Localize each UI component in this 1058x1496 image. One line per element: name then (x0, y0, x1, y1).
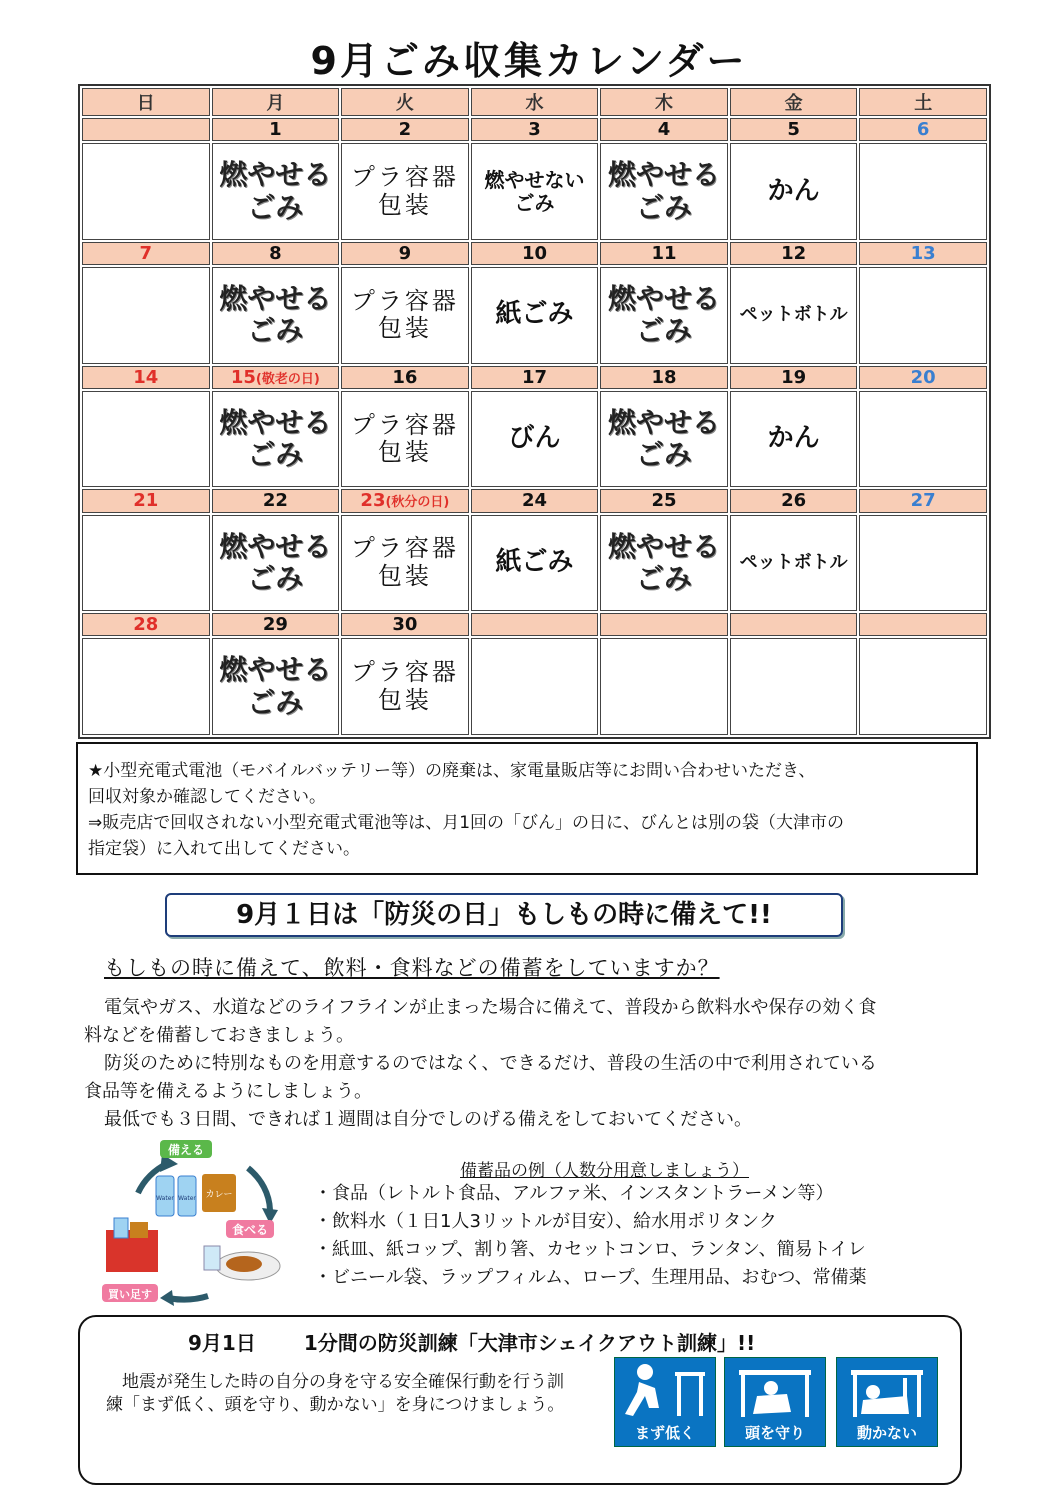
shakeout-box (78, 1315, 962, 1485)
collection-item: かん (730, 391, 858, 488)
collection-row (82, 391, 987, 488)
collection-item: プラ容器 包装 (341, 638, 469, 735)
eat-label: 食べる (231, 1223, 269, 1237)
glass-icon (204, 1246, 220, 1270)
collection-item: 燃やせる ごみ (212, 143, 340, 240)
paragraph-line: 防災のために特別なものを用意するのではなく、できるだけ、普段の生活の中で利用されている (104, 1053, 877, 1074)
date-cell: 4 (600, 118, 728, 141)
notice-line: 指定袋）に入れて出してください。 (88, 839, 360, 859)
collection-item: プラ容器 包装 (341, 143, 469, 240)
collection-row (82, 515, 987, 612)
date-cell: 20 (859, 366, 987, 389)
retort-curry-label: カレー (205, 1190, 233, 1200)
weekday-header: 水 (471, 88, 599, 116)
collection-item: プラ容器 包装 (341, 267, 469, 364)
date-row (82, 613, 987, 636)
example-item: ・ビニール袋、ラップフィルム、ロープ、生理用品、おむつ、常備薬 (314, 1267, 867, 1288)
collection-item: 燃やせる ごみ (212, 391, 340, 488)
empty-cell (859, 267, 987, 364)
collection-item: プラ容器 包装 (341, 515, 469, 612)
date-cell: 25 (600, 489, 728, 512)
holiday-date (360, 490, 449, 511)
date-cell: 10 (471, 242, 599, 265)
date-cell: 12 (730, 242, 858, 265)
collection-item: 燃やせる ごみ (600, 143, 728, 240)
examples-list (314, 1180, 867, 1292)
calendar-table (80, 86, 989, 737)
date-number: 15 (230, 366, 256, 388)
collection-item: ペットボトル (730, 515, 858, 612)
example-item: ・飲料水（１日1人3リットルが目安）、給水用ポリタンク (314, 1211, 777, 1232)
empty-cell (82, 143, 210, 240)
empty-cell (859, 391, 987, 488)
date-row (82, 118, 987, 141)
weekday-header: 月 (212, 88, 340, 116)
date-cell (730, 613, 858, 636)
collection-item: かん (730, 143, 858, 240)
date-cell: 14 (82, 366, 210, 389)
paragraph-line: 料などを備蓄しておきましょう。 (84, 1025, 354, 1046)
notice-line: 回収対象か確認してください。 (88, 787, 326, 807)
weekday-header: 日 (82, 88, 210, 116)
date-cell: 26 (730, 489, 858, 512)
shakeout-heading (188, 1327, 755, 1356)
shakeout-description: 地震が発生した時の自分の身を守る安全確保行動を行う訓練「まず低く、頭を守り、動かない」を身につけましょう。 (106, 1372, 565, 1415)
basket-bottle-icon (114, 1218, 128, 1238)
collection-item: 紙ごみ (471, 515, 599, 612)
date-cell: 16 (341, 366, 469, 389)
notice-line: ★小型充電式電池（モバイルバッテリー等）の廃棄は、家電量販店等にお問い合わせいただき、 (88, 761, 816, 781)
collection-row (82, 267, 987, 364)
drop-label: まず低く (634, 1424, 695, 1442)
empty-cell (82, 638, 210, 735)
rolling-stock-cycle-illustration (98, 1138, 288, 1308)
empty-cell (730, 638, 858, 735)
collection-item: 燃やせる ごみ (600, 515, 728, 612)
collection-row (82, 143, 987, 240)
date-cell: 27 (859, 489, 987, 512)
hold-on-icon (837, 1358, 937, 1428)
collection-item: 燃やせる ごみ (212, 515, 340, 612)
cover-icon (725, 1358, 825, 1428)
date-cell: 7 (82, 242, 210, 265)
date-cell (82, 118, 210, 141)
cycle-arrow-head (160, 1290, 174, 1306)
date-cell: 9 (341, 242, 469, 265)
date-cell: 29 (212, 613, 340, 636)
date-cell: 21 (82, 489, 210, 512)
shakeout-title: 1分間の防災訓練「大津市シェイクアウト訓練」!! (303, 1331, 756, 1355)
date-row (82, 242, 987, 265)
date-cell: 3 (471, 118, 599, 141)
date-number: 23 (360, 490, 386, 512)
cover-label: 頭を守り (744, 1424, 805, 1442)
date-cell: 22 (212, 489, 340, 512)
date-cell (212, 366, 340, 389)
collection-item: びん (471, 391, 599, 488)
date-cell: 8 (212, 242, 340, 265)
date-cell (471, 613, 599, 636)
collection-item: 紙ごみ (471, 267, 599, 364)
date-cell (341, 489, 469, 512)
date-cell: 19 (730, 366, 858, 389)
empty-cell (82, 515, 210, 612)
paragraph-line: 最低でも３日間、できれば１週間は自分でしのげる備えをしておいてください。 (104, 1109, 752, 1130)
collection-item: 燃やせる ごみ (600, 267, 728, 364)
examples-heading: 備蓄品の例（人数分用意しましょう） (460, 1161, 749, 1181)
collection-row (82, 638, 987, 735)
cycle-arrow (168, 1296, 208, 1300)
prepare-label: 備える (167, 1143, 205, 1157)
paragraph-line: 食品等を備えるようにしましょう。 (84, 1081, 372, 1102)
empty-cell (82, 391, 210, 488)
buy-label: 買い足す (108, 1288, 152, 1301)
weekday-header: 木 (600, 88, 728, 116)
date-cell: 6 (859, 118, 987, 141)
empty-cell (82, 267, 210, 364)
collection-item: 燃やせる ごみ (212, 638, 340, 735)
drop-icon (615, 1358, 715, 1428)
weekday-header: 土 (859, 88, 987, 116)
cycle-arrow (248, 1168, 270, 1210)
empty-cell (471, 638, 599, 735)
date-cell: 5 (730, 118, 858, 141)
date-cell: 2 (341, 118, 469, 141)
disaster-day-banner: 9月１日は「防災の日」もしもの時に備えて!! (165, 893, 843, 937)
date-cell: 11 (600, 242, 728, 265)
collection-item: ペットボトル (730, 267, 858, 364)
stockpile-paragraphs (84, 994, 954, 1134)
date-cell (600, 613, 728, 636)
date-cell: 30 (341, 613, 469, 636)
date-row (82, 489, 987, 512)
date-row (82, 366, 987, 389)
date-cell: 17 (471, 366, 599, 389)
date-cell: 18 (600, 366, 728, 389)
stockpile-question: もしもの時に備えて、飲料・食料などの備蓄をしていますか？ (104, 956, 720, 980)
empty-cell (859, 515, 987, 612)
paragraph-line: 電気やガス、水道などのライフラインが止まった場合に備えて、普段から飲料水や保存の効く食 (104, 997, 877, 1018)
shakeout-date: 9月1日 (188, 1331, 256, 1355)
collection-item: 燃やせる ごみ (212, 267, 340, 364)
weekday-header-row (82, 88, 987, 116)
water-bottle-label: Water (156, 1195, 174, 1202)
holiday-name: (秋分の日) (385, 495, 450, 511)
notice-line: ⇒販売店で回収されない小型充電式電池等は、月1回の「びん」の日に、びんとは別の袋（大津市の (88, 813, 845, 833)
page-title: 9月ごみ収集カレンダー (310, 39, 748, 83)
weekday-header: 金 (730, 88, 858, 116)
curry-icon (226, 1256, 262, 1272)
hold-on-label: 動かない (856, 1424, 917, 1442)
collection-item: 燃やせる ごみ (600, 391, 728, 488)
weekday-header: 火 (341, 88, 469, 116)
example-item: ・食品（レトルト食品、アルファ米、インスタントラーメン等） (314, 1183, 834, 1204)
holiday-date (231, 367, 320, 388)
empty-cell (859, 638, 987, 735)
date-cell: 24 (471, 489, 599, 512)
cover-pictogram (724, 1357, 826, 1447)
empty-cell (600, 638, 728, 735)
holiday-name: (敬老の日) (255, 371, 320, 387)
battery-notice (76, 742, 978, 875)
calendar (78, 84, 991, 739)
date-cell: 28 (82, 613, 210, 636)
date-cell: 1 (212, 118, 340, 141)
drop-pictogram (614, 1357, 716, 1447)
basket-curry-icon (130, 1222, 148, 1238)
empty-cell (859, 143, 987, 240)
date-cell (859, 613, 987, 636)
date-cell: 13 (859, 242, 987, 265)
collection-item: プラ容器 包装 (341, 391, 469, 488)
water-bottle-label: Water (178, 1195, 196, 1202)
hold-on-pictogram (836, 1357, 938, 1447)
collection-item: 燃やせない ごみ (471, 143, 599, 240)
example-item: ・紙皿、紙コップ、割り箸、カセットコンロ、ランタン、簡易トイレ (314, 1239, 866, 1260)
